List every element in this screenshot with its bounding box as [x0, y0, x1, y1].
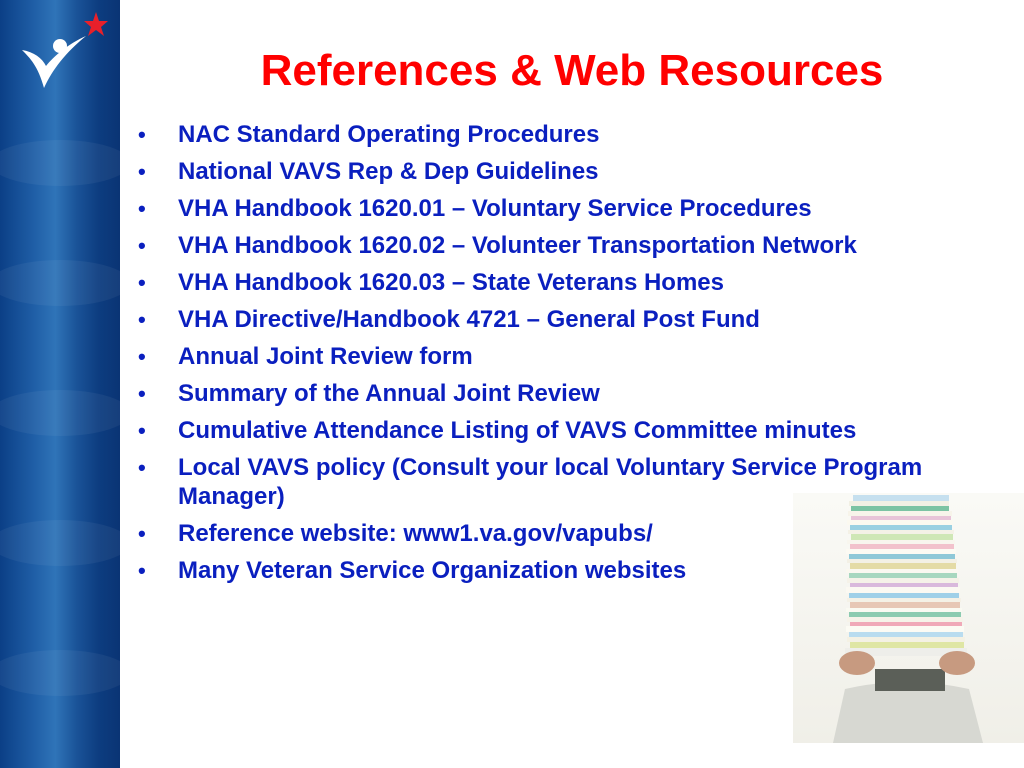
- bullet-dot: •: [138, 344, 146, 369]
- bullet-dot: •: [138, 233, 146, 258]
- list-item-text: Reference website: www1.va.gov/vapubs/: [178, 520, 653, 547]
- bullet-dot: •: [138, 122, 146, 147]
- bullet-dot: •: [138, 196, 146, 221]
- left-sidebar-band: [0, 0, 120, 768]
- list-item: [138, 157, 1008, 186]
- list-item-text: NAC Standard Operating Procedures: [178, 121, 600, 148]
- list-item: [138, 379, 1008, 408]
- list-item-text: Many Veteran Service Organization websites: [178, 557, 687, 584]
- sidebar-texture: [0, 390, 120, 436]
- bullet-dot: •: [138, 521, 146, 546]
- list-item-text: VHA Handbook 1620.01 – Voluntary Service Procedures: [178, 195, 812, 222]
- bullet-dot: •: [138, 307, 146, 332]
- list-item: [138, 194, 1008, 223]
- list-item: [138, 120, 1008, 149]
- bullet-dot: •: [138, 159, 146, 184]
- sidebar-texture: [0, 260, 120, 306]
- bullet-dot: •: [138, 558, 146, 583]
- list-item: [138, 268, 1008, 297]
- bullet-dot: •: [138, 455, 146, 480]
- bullet-dot: •: [138, 418, 146, 443]
- bullet-dot: •: [138, 381, 146, 406]
- stack-of-files-photo: [793, 493, 1024, 743]
- list-item-text: Cumulative Attendance Listing of VAVS Committee minutes: [178, 417, 857, 444]
- list-item: [138, 342, 1008, 371]
- star-figure-logo-icon: [8, 8, 108, 104]
- bullet-dot: •: [138, 270, 146, 295]
- list-item-text: VHA Directive/Handbook 4721 – General Post Fund: [178, 306, 760, 333]
- sidebar-texture: [0, 650, 120, 696]
- list-item: [138, 231, 1008, 260]
- stack-of-files-photo-icon: [793, 493, 1024, 743]
- list-item-text: Annual Joint Review form: [178, 343, 473, 370]
- list-item-text: National VAVS Rep & Dep Guidelines: [178, 158, 599, 185]
- list-item: [138, 416, 1008, 445]
- list-item-text: VHA Handbook 1620.03 – State Veterans Homes: [178, 269, 724, 296]
- slide-title: References & Web Resources: [260, 46, 884, 95]
- list-item-text: Summary of the Annual Joint Review: [178, 380, 600, 407]
- list-item-text: VHA Handbook 1620.02 – Volunteer Transportation Network: [178, 232, 857, 259]
- sidebar-texture: [0, 520, 120, 566]
- list-item-text: Local VAVS policy (Consult your local Voluntary Service Program Manager): [178, 454, 923, 510]
- sidebar-texture: [0, 140, 120, 186]
- list-item: [138, 305, 1008, 334]
